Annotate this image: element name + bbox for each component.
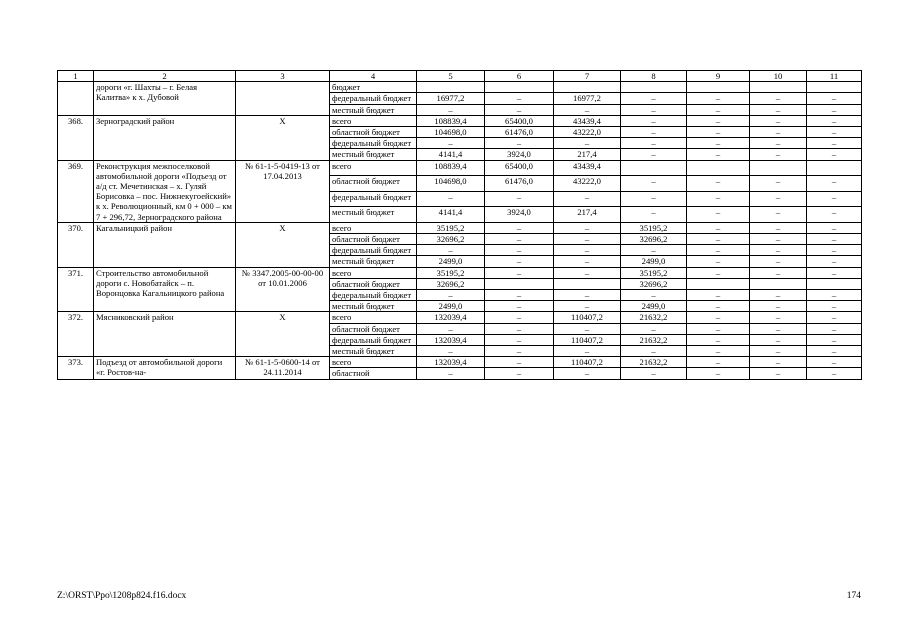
value-cell: – <box>807 191 862 207</box>
document-ref: № 61-1-5-0600-14 от 24.11.2014 <box>236 357 330 379</box>
value-cell <box>807 278 862 289</box>
document-ref: Х <box>236 115 330 160</box>
value-cell: – <box>807 176 862 192</box>
row-number: 369. <box>58 160 94 222</box>
value-cell: – <box>687 93 750 104</box>
value-cell: 2499,0 <box>417 301 485 312</box>
funding-source: федеральный бюджет <box>330 93 417 104</box>
value-cell: – <box>621 93 687 104</box>
value-cell: – <box>750 207 807 223</box>
value-cell: – <box>485 138 554 149</box>
value-cell: – <box>621 127 687 138</box>
value-cell <box>750 160 807 176</box>
object-name: Мясниковский район <box>94 312 236 357</box>
value-cell: 3924,0 <box>485 207 554 223</box>
value-cell: – <box>554 104 621 115</box>
row-number <box>58 82 94 116</box>
funding-source: федеральный бюджет <box>330 138 417 149</box>
value-cell: – <box>554 267 621 278</box>
row-number: 371. <box>58 267 94 312</box>
header-cell: 4 <box>330 71 417 82</box>
table-row <box>58 267 862 278</box>
value-cell: – <box>417 245 485 256</box>
value-cell: – <box>554 290 621 301</box>
value-cell: – <box>554 256 621 267</box>
funding-source: всего <box>330 222 417 233</box>
funding-source: областной бюджет <box>330 176 417 192</box>
value-cell: – <box>687 301 750 312</box>
value-cell: – <box>750 191 807 207</box>
value-cell <box>807 160 862 176</box>
funding-source: местный бюджет <box>330 104 417 115</box>
object-name: Зерноградский район <box>94 115 236 160</box>
value-cell: – <box>807 104 862 115</box>
header-cell: 5 <box>417 71 485 82</box>
value-cell: – <box>554 301 621 312</box>
value-cell: 110407,2 <box>554 312 621 323</box>
table-row <box>58 82 862 93</box>
value-cell: – <box>687 176 750 192</box>
value-cell: – <box>485 234 554 245</box>
value-cell: 32696,2 <box>621 234 687 245</box>
value-cell: – <box>554 323 621 334</box>
value-cell: – <box>417 191 485 207</box>
header-cell: 2 <box>94 71 236 82</box>
value-cell: – <box>485 222 554 233</box>
header-cell: 1 <box>58 71 94 82</box>
value-cell: – <box>554 138 621 149</box>
header-cell: 10 <box>750 71 807 82</box>
page-number: 174 <box>846 591 861 601</box>
value-cell: – <box>807 234 862 245</box>
value-cell <box>807 82 862 93</box>
funding-source: бюджет <box>330 82 417 93</box>
value-cell: – <box>554 222 621 233</box>
value-cell: – <box>417 290 485 301</box>
value-cell: 65400,0 <box>485 160 554 176</box>
object-name: дороги «г. Шахты – г. Белая Калитва» к х. Дубовой <box>94 82 236 116</box>
value-cell: 2499,0 <box>621 256 687 267</box>
value-cell: – <box>750 245 807 256</box>
value-cell: – <box>485 245 554 256</box>
funding-source: областной бюджет <box>330 234 417 245</box>
value-cell: – <box>687 234 750 245</box>
value-cell: – <box>621 323 687 334</box>
value-cell: 61476,0 <box>485 176 554 192</box>
funding-source: федеральный бюджет <box>330 290 417 301</box>
value-cell: – <box>807 127 862 138</box>
header-cell: 7 <box>554 71 621 82</box>
document-ref: Х <box>236 222 330 267</box>
header-cell: 11 <box>807 71 862 82</box>
value-cell: – <box>621 104 687 115</box>
row-number: 370. <box>58 222 94 267</box>
value-cell: 43439,4 <box>554 160 621 176</box>
value-cell: 32696,2 <box>417 234 485 245</box>
value-cell: – <box>807 207 862 223</box>
value-cell: – <box>687 256 750 267</box>
funding-source: федеральный бюджет <box>330 191 417 207</box>
value-cell: 43222,0 <box>554 127 621 138</box>
value-cell: – <box>485 191 554 207</box>
value-cell: – <box>807 334 862 345</box>
value-cell: 32696,2 <box>417 278 485 289</box>
value-cell: – <box>621 245 687 256</box>
funding-source: местный бюджет <box>330 301 417 312</box>
value-cell: 110407,2 <box>554 334 621 345</box>
value-cell: – <box>687 267 750 278</box>
value-cell: – <box>554 245 621 256</box>
value-cell: – <box>807 357 862 368</box>
value-cell: – <box>750 115 807 126</box>
value-cell <box>750 278 807 289</box>
document-ref: Х <box>236 312 330 357</box>
value-cell: – <box>687 149 750 160</box>
table-row <box>58 312 862 323</box>
funding-source: всего <box>330 267 417 278</box>
value-cell: – <box>687 104 750 115</box>
value-cell: – <box>485 334 554 345</box>
value-cell <box>687 160 750 176</box>
value-cell: – <box>554 191 621 207</box>
value-cell: – <box>621 149 687 160</box>
funding-source: местный бюджет <box>330 149 417 160</box>
value-cell: – <box>807 256 862 267</box>
value-cell: – <box>750 301 807 312</box>
value-cell: – <box>750 234 807 245</box>
value-cell: – <box>807 267 862 278</box>
value-cell: – <box>750 346 807 357</box>
value-cell: 35195,2 <box>621 222 687 233</box>
value-cell: 110407,2 <box>554 357 621 368</box>
value-cell: 35195,2 <box>417 267 485 278</box>
value-cell: 65400,0 <box>485 115 554 126</box>
value-cell: – <box>687 312 750 323</box>
value-cell: – <box>750 256 807 267</box>
value-cell: – <box>621 368 687 379</box>
value-cell: – <box>485 267 554 278</box>
value-cell <box>621 160 687 176</box>
value-cell: – <box>750 357 807 368</box>
value-cell: – <box>621 115 687 126</box>
table-row <box>58 357 862 368</box>
value-cell: – <box>485 93 554 104</box>
value-cell: – <box>687 323 750 334</box>
value-cell: – <box>807 138 862 149</box>
value-cell: 132039,4 <box>417 357 485 368</box>
object-name: Кагальницкий район <box>94 222 236 267</box>
value-cell: – <box>687 207 750 223</box>
value-cell: – <box>621 138 687 149</box>
value-cell: – <box>750 176 807 192</box>
value-cell <box>750 82 807 93</box>
value-cell: 43222,0 <box>554 176 621 192</box>
value-cell: – <box>621 207 687 223</box>
value-cell: – <box>807 312 862 323</box>
value-cell: 4141,4 <box>417 149 485 160</box>
value-cell: – <box>485 301 554 312</box>
value-cell: – <box>807 290 862 301</box>
value-cell <box>554 278 621 289</box>
value-cell: – <box>621 290 687 301</box>
value-cell: – <box>807 93 862 104</box>
funding-source: федеральный бюджет <box>330 245 417 256</box>
value-cell: – <box>807 346 862 357</box>
funding-source: местный бюджет <box>330 256 417 267</box>
value-cell: – <box>687 368 750 379</box>
header-cell: 3 <box>236 71 330 82</box>
value-cell: – <box>417 104 485 115</box>
value-cell: 217,4 <box>554 207 621 223</box>
row-number: 373. <box>58 357 94 379</box>
row-number: 372. <box>58 312 94 357</box>
value-cell: – <box>807 323 862 334</box>
value-cell: – <box>687 191 750 207</box>
value-cell <box>554 82 621 93</box>
value-cell <box>417 82 485 93</box>
value-cell: – <box>554 234 621 245</box>
value-cell: – <box>554 368 621 379</box>
value-cell: 21632,2 <box>621 312 687 323</box>
value-cell: – <box>417 138 485 149</box>
value-cell: 21632,2 <box>621 357 687 368</box>
value-cell: – <box>807 149 862 160</box>
value-cell: 35195,2 <box>621 267 687 278</box>
value-cell: – <box>687 334 750 345</box>
value-cell: 3924,0 <box>485 149 554 160</box>
value-cell: – <box>485 290 554 301</box>
funding-source: всего <box>330 312 417 323</box>
document-ref: № 3347.2005-00-00-00 от 10.01.2006 <box>236 267 330 312</box>
value-cell: – <box>687 138 750 149</box>
value-cell: 2499,0 <box>621 301 687 312</box>
funding-source: местный бюджет <box>330 346 417 357</box>
value-cell: – <box>687 357 750 368</box>
value-cell: 16977,2 <box>417 93 485 104</box>
funding-source: всего <box>330 160 417 176</box>
funding-source: всего <box>330 115 417 126</box>
value-cell: 4141,4 <box>417 207 485 223</box>
value-cell: 104698,0 <box>417 127 485 138</box>
funding-source: областной бюджет <box>330 127 417 138</box>
document-ref: № 61-1-5-0419-13 от 17.04.2013 <box>236 160 330 222</box>
value-cell: – <box>750 127 807 138</box>
value-cell <box>485 82 554 93</box>
value-cell: – <box>750 323 807 334</box>
value-cell: – <box>807 115 862 126</box>
value-cell: – <box>750 138 807 149</box>
object-name: Подъезд от автомобильной дороги «г. Ростов-на- <box>94 357 236 379</box>
file-path: Z:\ORST\Ppo\1208p824.f16.docx <box>57 591 187 601</box>
object-name: Строительство автомобильной дороги с. Новобатайск – п. Воронцовка Кагальницкого района <box>94 267 236 312</box>
value-cell: 35195,2 <box>417 222 485 233</box>
value-cell: 217,4 <box>554 149 621 160</box>
value-cell: 108839,4 <box>417 115 485 126</box>
value-cell: 21632,2 <box>621 334 687 345</box>
value-cell <box>687 278 750 289</box>
value-cell: – <box>807 301 862 312</box>
value-cell: – <box>621 176 687 192</box>
budget-table <box>57 70 862 380</box>
value-cell: 108839,4 <box>417 160 485 176</box>
value-cell: – <box>417 323 485 334</box>
value-cell: – <box>750 290 807 301</box>
value-cell: – <box>485 312 554 323</box>
value-cell: – <box>807 245 862 256</box>
value-cell: – <box>485 346 554 357</box>
value-cell: 132039,4 <box>417 312 485 323</box>
value-cell: – <box>485 256 554 267</box>
value-cell: – <box>485 368 554 379</box>
value-cell: – <box>554 346 621 357</box>
value-cell: 132039,4 <box>417 334 485 345</box>
value-cell: 43439,4 <box>554 115 621 126</box>
table-row <box>58 222 862 233</box>
value-cell: – <box>621 346 687 357</box>
funding-source: местный бюджет <box>330 207 417 223</box>
header-row <box>58 71 862 82</box>
value-cell: – <box>750 312 807 323</box>
value-cell: – <box>807 222 862 233</box>
value-cell: 2499,0 <box>417 256 485 267</box>
funding-source: областной бюджет <box>330 278 417 289</box>
value-cell: – <box>485 357 554 368</box>
value-cell <box>485 278 554 289</box>
value-cell: – <box>750 334 807 345</box>
value-cell: – <box>621 191 687 207</box>
funding-source: всего <box>330 357 417 368</box>
header-cell: 9 <box>687 71 750 82</box>
value-cell: – <box>687 222 750 233</box>
value-cell: 16977,2 <box>554 93 621 104</box>
value-cell: – <box>687 346 750 357</box>
value-cell: 61476,0 <box>485 127 554 138</box>
value-cell: 32696,2 <box>621 278 687 289</box>
value-cell: – <box>687 115 750 126</box>
value-cell: – <box>687 245 750 256</box>
value-cell: – <box>750 267 807 278</box>
funding-source: областной <box>330 368 417 379</box>
header-cell: 6 <box>485 71 554 82</box>
row-number: 368. <box>58 115 94 160</box>
table-row <box>58 160 862 176</box>
document-ref <box>236 82 330 116</box>
value-cell: 104698,0 <box>417 176 485 192</box>
value-cell <box>621 82 687 93</box>
value-cell: – <box>750 149 807 160</box>
value-cell: – <box>750 104 807 115</box>
value-cell: – <box>807 368 862 379</box>
value-cell: – <box>750 368 807 379</box>
value-cell <box>687 82 750 93</box>
value-cell: – <box>687 127 750 138</box>
table-row <box>58 115 862 126</box>
funding-source: областной бюджет <box>330 323 417 334</box>
value-cell: – <box>750 93 807 104</box>
value-cell: – <box>687 290 750 301</box>
value-cell: – <box>485 323 554 334</box>
funding-source: федеральный бюджет <box>330 334 417 345</box>
value-cell: – <box>417 346 485 357</box>
value-cell: – <box>417 368 485 379</box>
value-cell: – <box>750 222 807 233</box>
header-cell: 8 <box>621 71 687 82</box>
value-cell: – <box>485 104 554 115</box>
object-name: Реконструкция межпоселковой автомобильной дороги «Подъезд от а/д ст. Мечетинская – х. Гуляй Борисовка – пос. Нижнекугоейский» к х. Революционный, км 0 + 000 – км 7 + 296,72, Зерноградского района <box>94 160 236 222</box>
